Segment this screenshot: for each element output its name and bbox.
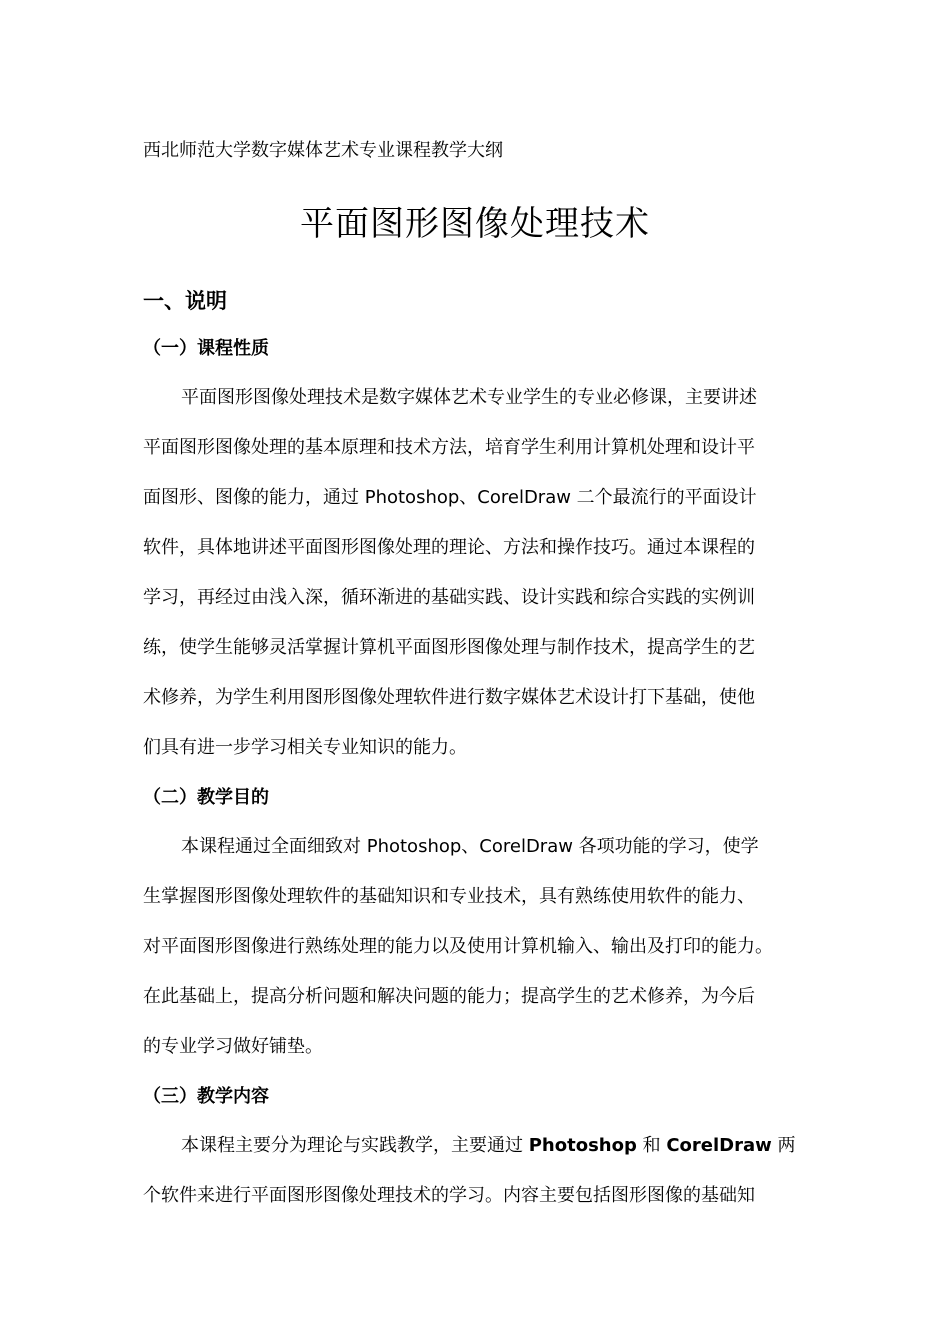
paragraph-line: 练，使学生能够灵活掌握计算机平面图形图像处理与制作技术，提高学生的艺 — [143, 637, 755, 658]
subsection-heading-teaching-goal: （二）教学目的 — [143, 787, 269, 808]
paragraph-line: 们具有进一步学习相关专业知识的能力。 — [143, 737, 467, 758]
paragraph-line: 个软件来进行平面图形图像处理技术的学习。内容主要包括图形图像的基础知 — [143, 1185, 755, 1206]
paragraph-line: 在此基础上，提高分析问题和解决问题的能力；提高学生的艺术修养，为今后 — [143, 986, 755, 1007]
subsection-heading-course-nature: （一）课程性质 — [143, 338, 269, 359]
paragraph-line: 软件，具体地讲述平面图形图像处理的理论、方法和操作技巧。通过本课程的 — [143, 537, 755, 558]
paragraph-course-nature — [143, 373, 808, 773]
header-note: 西北师范大学数字媒体艺术专业课程教学大纲 — [143, 140, 503, 161]
paragraph-line: 生掌握图形图像处理软件的基础知识和专业技术，具有熟练使用软件的能力、 — [143, 886, 755, 907]
text-run: 两 — [771, 1135, 796, 1156]
paragraph-line: 本课程通过全面细致对 Photoshop、CorelDraw 各项功能的学习，使学 — [181, 836, 759, 857]
paragraph-line: 的专业学习做好铺垫。 — [143, 1036, 323, 1057]
paragraph-line: 面图形、图像的能力，通过 Photoshop、CorelDraw 二个最流行的平面设计 — [143, 487, 757, 508]
paragraph-line: 平面图形图像处理的基本原理和技术方法，培育学生利用计算机处理和设计平 — [143, 437, 755, 458]
paragraph-line: 平面图形图像处理技术是数字媒体艺术专业学生的专业必修课，主要讲述 — [181, 387, 757, 408]
subsection-heading-teaching-content: （三）教学内容 — [143, 1086, 269, 1107]
paragraph-line: 学习，再经过由浅入深，循环渐进的基础实践、设计实践和综合实践的实例训 — [143, 587, 755, 608]
paragraph-line — [143, 1121, 808, 1171]
software-name-coreldraw: CorelDraw — [666, 1135, 772, 1156]
text-run: 本课程主要分为理论与实践教学，主要通过 — [181, 1135, 529, 1156]
paragraph-line: 术修养，为学生利用图形图像处理软件进行数字媒体艺术设计打下基础，使他 — [143, 687, 755, 708]
paragraph-line: 对平面图形图像进行熟练处理的能力以及使用计算机输入、输出及打印的能力。 — [143, 936, 773, 957]
text-run: 和 — [636, 1135, 667, 1156]
section-heading-explanation: 一、说明 — [143, 289, 227, 313]
document-title: 平面图形图像处理技术 — [300, 204, 650, 244]
paragraph-teaching-goal — [143, 822, 808, 1072]
paragraph-teaching-content — [143, 1121, 808, 1221]
software-name-photoshop: Photoshop — [528, 1135, 637, 1156]
